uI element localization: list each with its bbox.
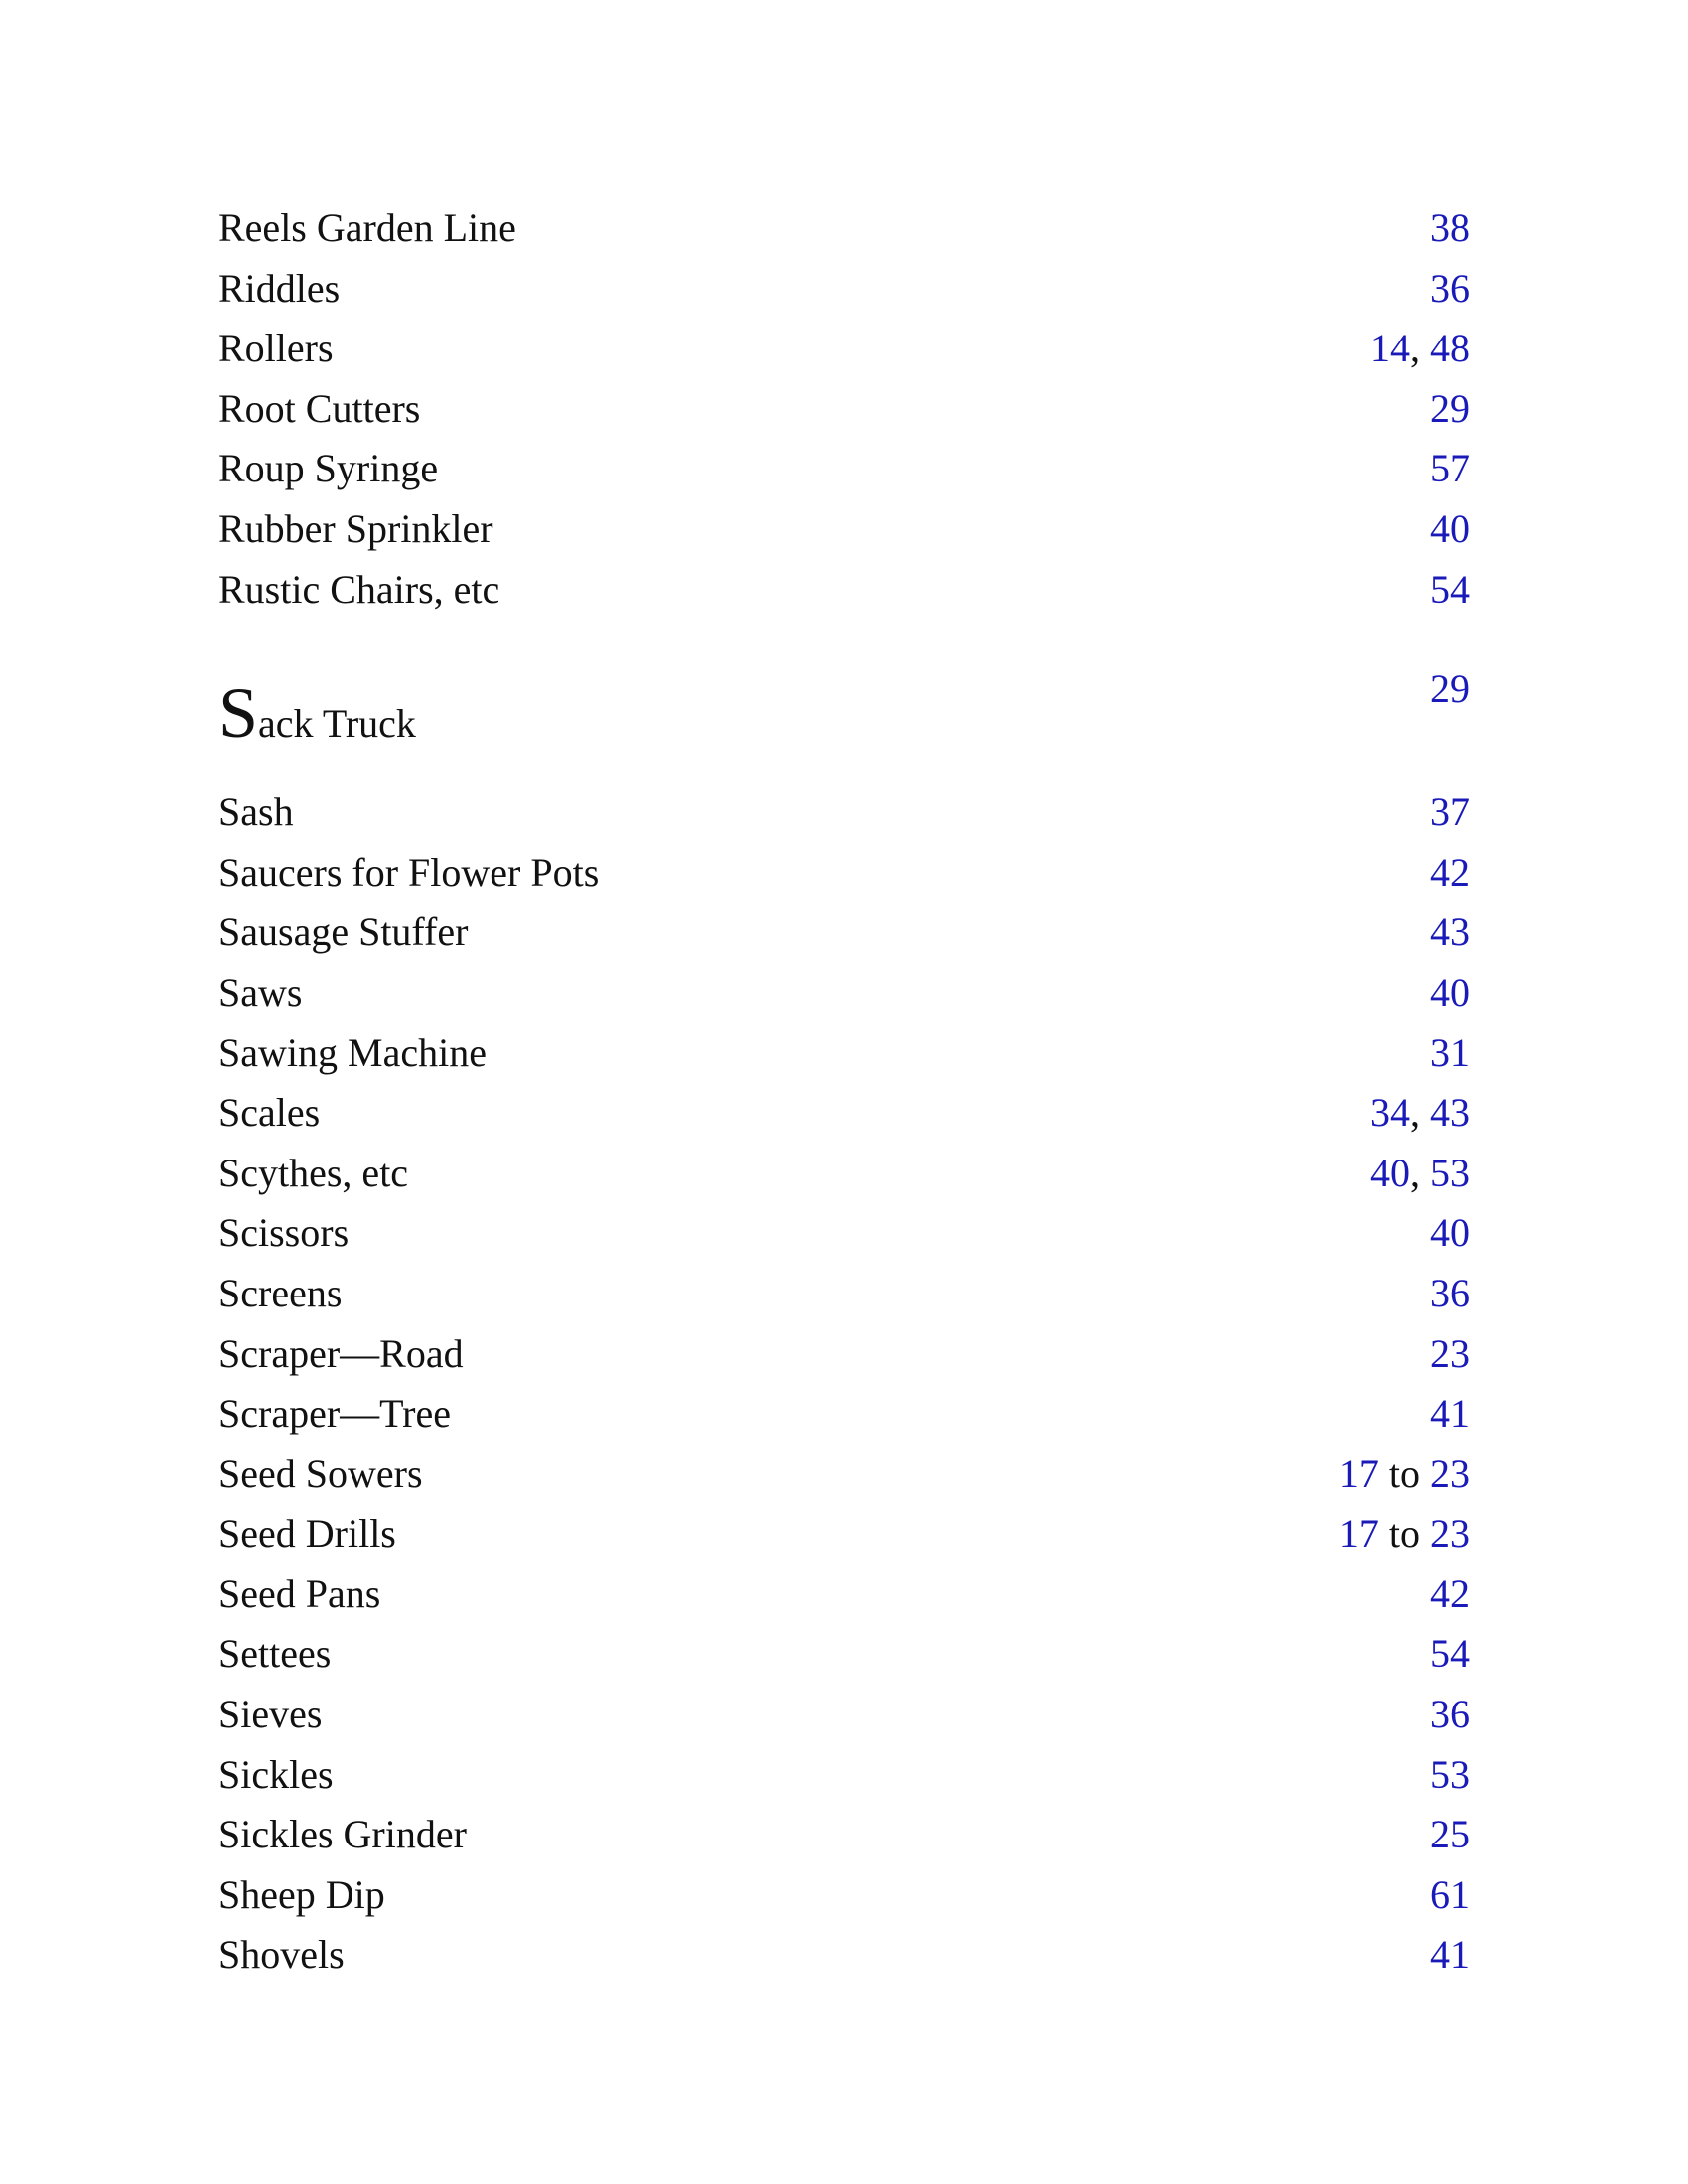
entry-pages [1430,1565,1470,1624]
page-link[interactable]: 23 [1430,1330,1470,1376]
page-separator: , [1410,1090,1430,1136]
entry-term-rest: ack Truck [258,701,416,747]
page-link[interactable]: 36 [1430,1270,1470,1315]
entry-term: Rollers [218,326,334,371]
page-link[interactable]: 38 [1430,205,1470,250]
page-link[interactable]: 36 [1430,1692,1470,1737]
entry-term: Seed Pans [218,1570,381,1616]
page-separator: , [1410,1150,1430,1195]
page-link[interactable]: 40 [1370,1150,1410,1195]
entry-term: Seed Sowers [218,1450,423,1496]
entry-term: Rubber Sprinkler [218,505,493,551]
page-link[interactable]: 29 [1430,666,1470,712]
entry-term: Roup Syringe [218,446,439,491]
page-link[interactable]: 23 [1430,1511,1470,1557]
index-entry [218,319,1470,379]
entry-pages [1339,1444,1470,1504]
entry-pages [1430,379,1470,439]
entry-pages [1430,1685,1470,1744]
entry-pages [1339,1504,1470,1564]
entry-term: Sieves [218,1692,323,1737]
page-link[interactable]: 48 [1430,326,1470,371]
index-entry [218,1083,1470,1144]
entry-pages [1430,1264,1470,1323]
page-link[interactable]: 25 [1430,1812,1470,1857]
page-link[interactable]: 54 [1430,566,1470,612]
entry-pages [1430,259,1470,319]
page-link[interactable]: 37 [1430,789,1470,835]
entry-term: Shovels [218,1932,345,1978]
page-link[interactable]: 14 [1370,326,1410,371]
index-entry [218,1024,1470,1084]
page-link[interactable]: 43 [1430,909,1470,955]
page-separator: to [1378,1511,1430,1557]
page-link[interactable]: 17 [1338,1511,1379,1557]
entry-term: Sickles Grinder [218,1812,467,1857]
entry-pages [1430,1384,1470,1443]
entry-pages [1370,1144,1470,1203]
entry-pages [1370,1083,1470,1143]
page-link[interactable]: 17 [1338,1450,1379,1496]
index-entry [218,1504,1470,1565]
entry-term: Scraper—Tree [218,1391,452,1436]
page-link[interactable]: 61 [1430,1871,1470,1917]
entry-term: Sheep Dip [218,1871,385,1917]
index-entry [218,1624,1470,1685]
index-entry [218,1324,1470,1385]
page-link[interactable]: 40 [1430,1210,1470,1256]
index-entry [218,1144,1470,1204]
index-entry [218,1264,1470,1324]
section-start-entry [218,619,1470,782]
entry-pages [1430,560,1470,619]
entry-pages [1430,902,1470,962]
entry-pages [1430,1624,1470,1684]
page-link[interactable]: 43 [1430,1090,1470,1136]
index-entry [218,782,1470,843]
entry-pages [1430,499,1470,559]
entry-pages [1430,439,1470,498]
entry-pages [1430,1865,1470,1925]
index-entry [218,379,1470,440]
entry-term: Sausage Stuffer [218,909,469,955]
index-entry [218,1384,1470,1444]
entry-pages [1430,963,1470,1023]
page-link[interactable]: 40 [1430,969,1470,1015]
entry-pages [1430,843,1470,902]
page-link[interactable]: 53 [1430,1751,1470,1797]
page-link[interactable]: 31 [1430,1029,1470,1075]
index-entry [218,259,1470,320]
index-entry [218,1745,1470,1806]
index-entry [218,1805,1470,1865]
page-link[interactable]: 34 [1370,1090,1410,1136]
index-entry [218,1685,1470,1745]
index-entry [218,560,1470,620]
index-entry [218,1444,1470,1505]
page-link[interactable]: 23 [1430,1450,1470,1496]
index-list [218,199,1470,1985]
index-entry [218,1925,1470,1985]
page-link[interactable]: 41 [1430,1391,1470,1436]
index-page [218,199,1470,1985]
entry-pages [1430,1745,1470,1805]
section-initial: S [218,673,259,753]
index-entry [218,1865,1470,1926]
entry-pages [1430,1805,1470,1864]
entry-pages [1430,1925,1470,1984]
page-link[interactable]: 42 [1430,1570,1470,1616]
index-entry [218,902,1470,963]
page-link[interactable]: 54 [1430,1631,1470,1677]
entry-term: Seed Drills [218,1511,396,1557]
entry-term: Reels Garden Line [218,205,516,250]
page-link[interactable]: 29 [1430,385,1470,431]
entry-term: Root Cutters [218,385,421,431]
page-link[interactable]: 53 [1430,1150,1470,1195]
entry-term: Rustic Chairs, etc [218,566,500,612]
entry-term: Riddles [218,265,341,311]
entry-pages [1370,319,1470,378]
entry-term [218,673,416,763]
entry-term: Scissors [218,1210,350,1256]
page-link[interactable]: 42 [1430,849,1470,894]
entry-term: Sickles [218,1751,334,1797]
page-link[interactable]: 57 [1430,446,1470,491]
entry-term: Sawing Machine [218,1029,487,1075]
entry-term: Sash [218,789,294,835]
page-link[interactable]: 40 [1430,505,1470,551]
index-entry [218,199,1470,259]
index-entry [218,499,1470,560]
page-separator: , [1410,326,1430,371]
index-entry [218,963,1470,1024]
entry-pages [1430,1324,1470,1384]
index-entry [218,843,1470,903]
entry-term: Screens [218,1270,343,1315]
page-link[interactable]: 36 [1430,265,1470,311]
entry-term: Saucers for Flower Pots [218,849,600,894]
index-entry [218,1203,1470,1264]
entry-term: Scraper—Road [218,1330,464,1376]
entry-pages [1430,1024,1470,1083]
index-entry [218,1565,1470,1625]
entry-term: Saws [218,969,303,1015]
entry-term: Scales [218,1090,321,1136]
page-link[interactable]: 41 [1430,1932,1470,1978]
index-entry [218,439,1470,499]
entry-pages [1430,782,1470,842]
page-separator: to [1378,1450,1430,1496]
entry-pages [1430,199,1470,258]
entry-pages [1430,1203,1470,1263]
entry-pages [1430,659,1470,719]
entry-term: Settees [218,1631,332,1677]
entry-term: Scythes, etc [218,1150,409,1195]
